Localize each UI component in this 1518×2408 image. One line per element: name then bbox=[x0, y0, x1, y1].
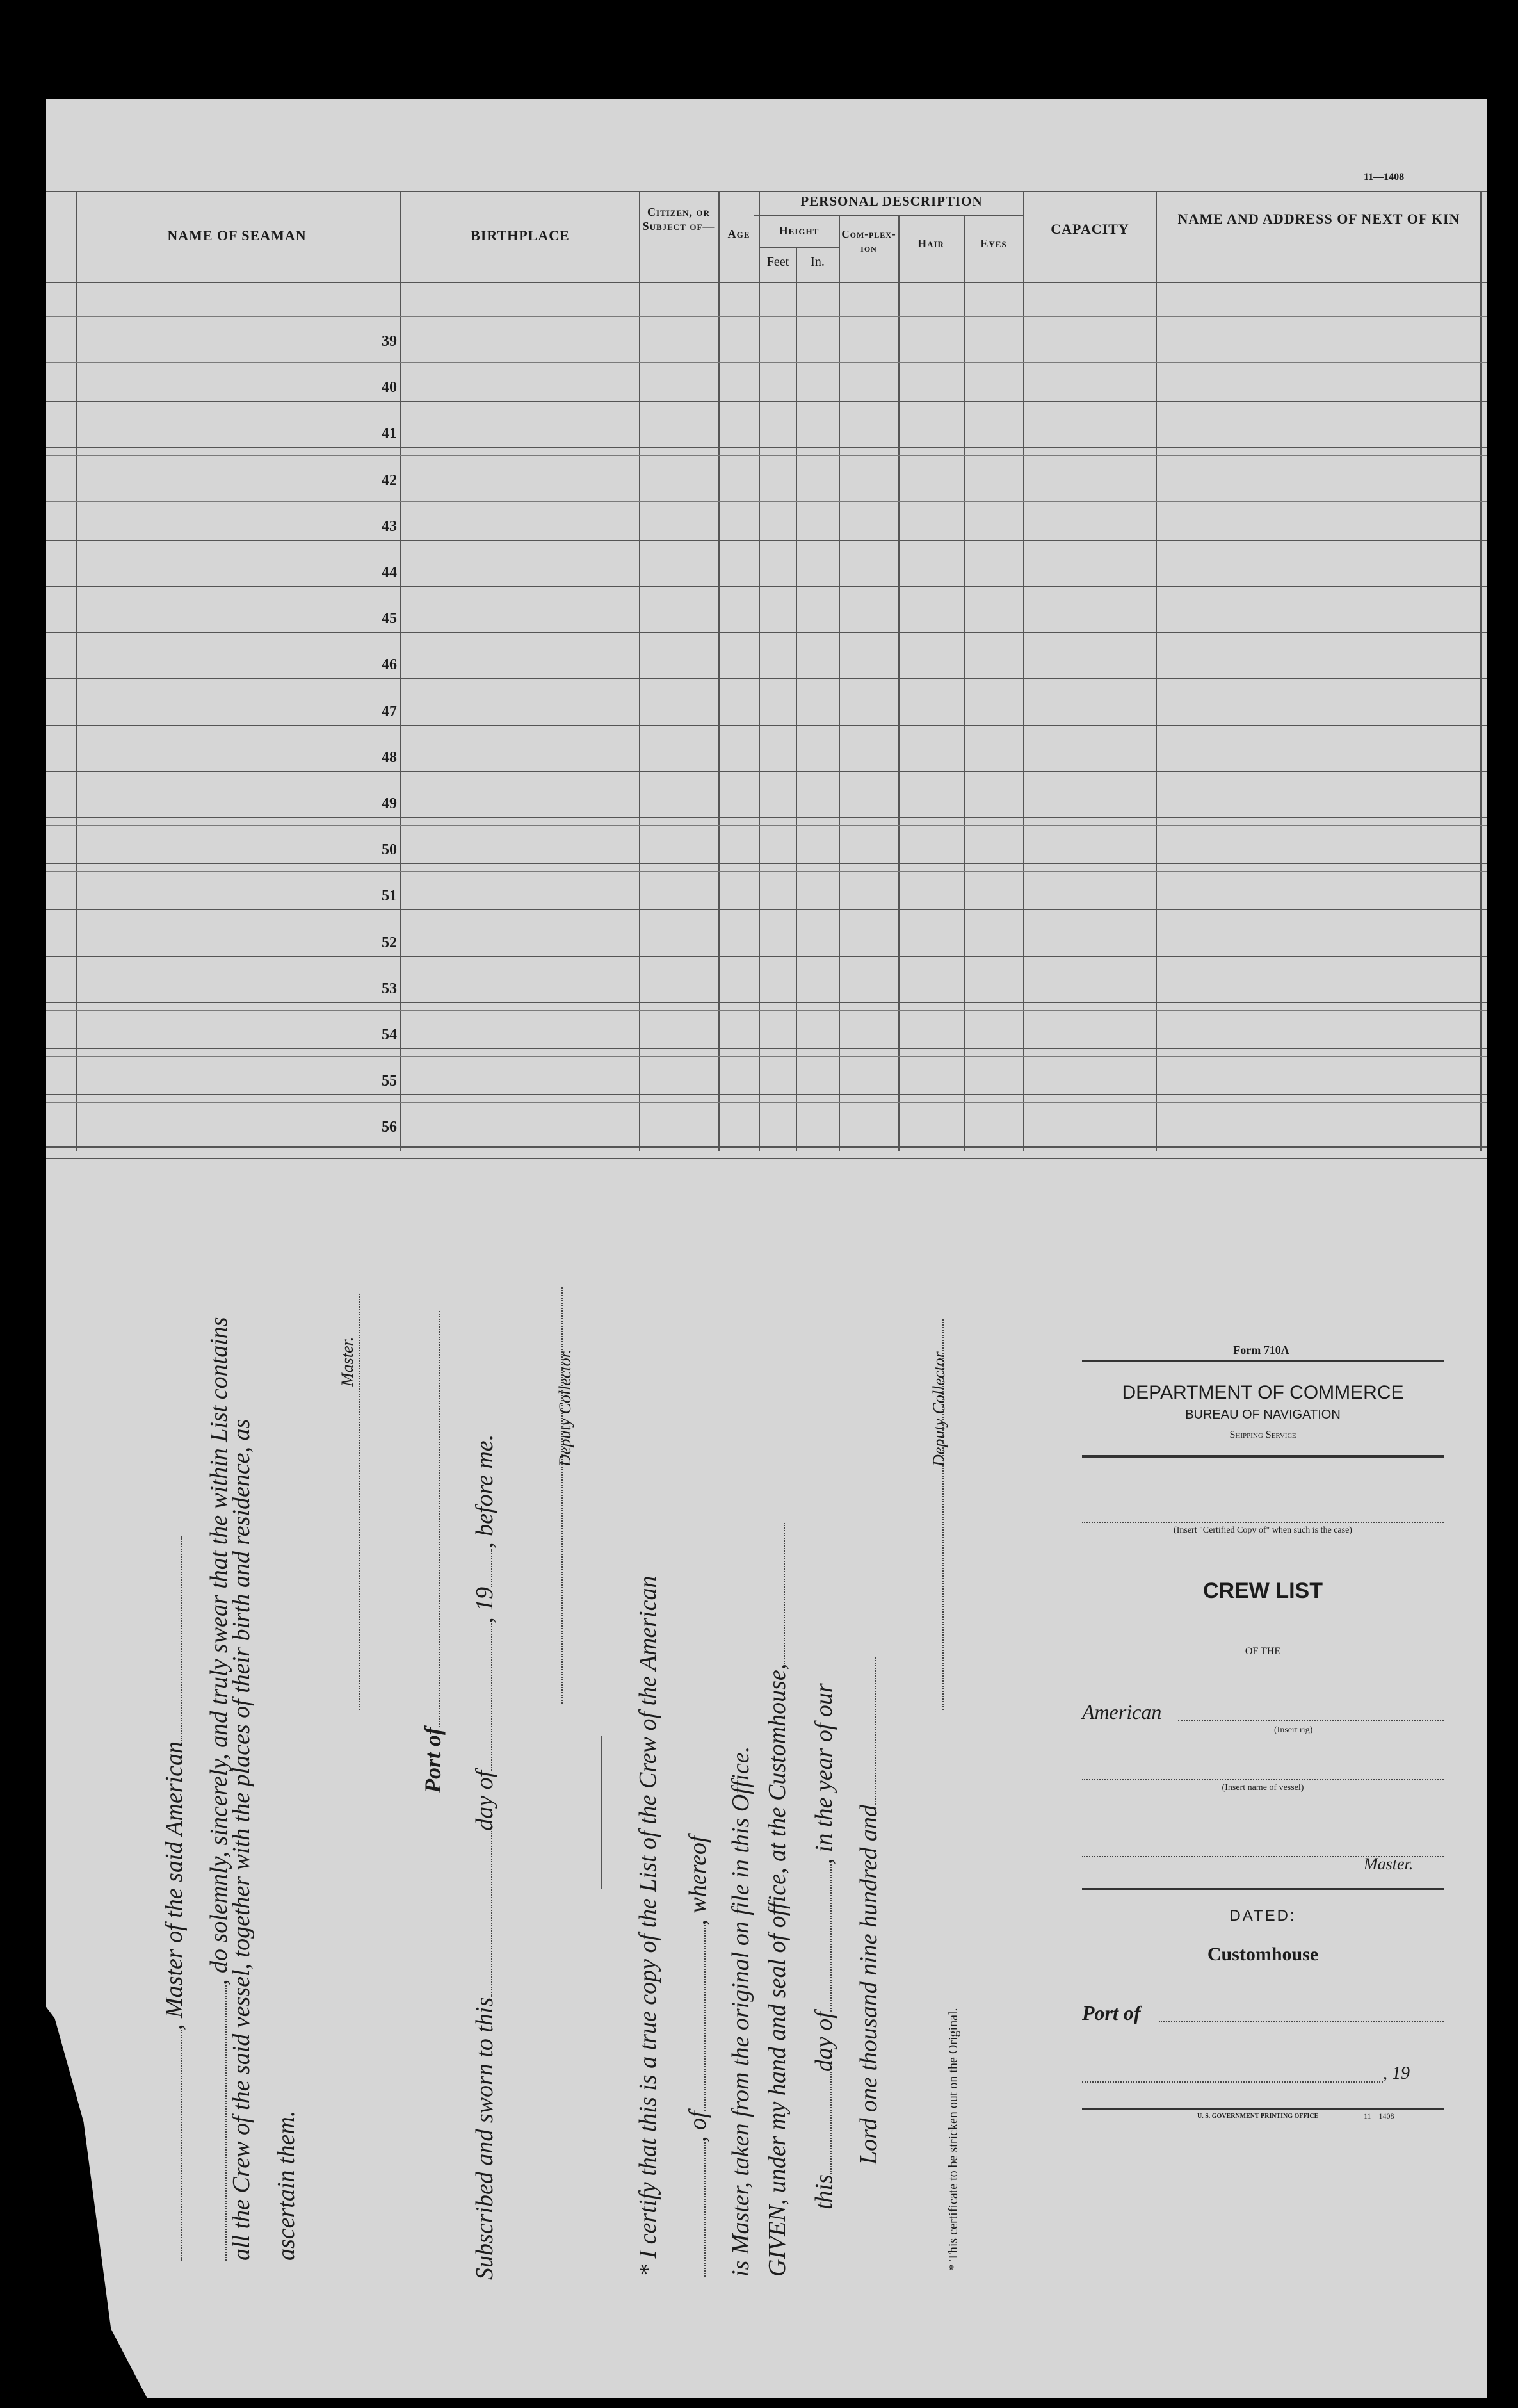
height-rule bbox=[759, 247, 839, 248]
table-row bbox=[46, 956, 1487, 957]
vessel-line bbox=[1082, 1779, 1444, 1780]
header-hair: Hair bbox=[917, 237, 944, 250]
header-name-of-seaman: NAME OF SEAMAN bbox=[167, 227, 307, 243]
row-number: 50 bbox=[382, 842, 397, 858]
port-of-cover: Port of bbox=[1082, 2001, 1141, 2024]
oath-line-1: , Master of the said American bbox=[160, 1536, 188, 2261]
row-number: 45 bbox=[382, 610, 397, 627]
cover-code: 11—1408 bbox=[1364, 2111, 1394, 2120]
cover-19: , 19 bbox=[1383, 2063, 1410, 2083]
table-bottom-rule bbox=[46, 1146, 1487, 1148]
cover-rule-3 bbox=[1082, 1888, 1444, 1890]
row-number: 54 bbox=[382, 1027, 397, 1043]
table-row bbox=[46, 1048, 1487, 1049]
table-row bbox=[46, 540, 1487, 541]
row-number: 56 bbox=[382, 1119, 397, 1135]
printer: U. S. GOVERNMENT PRINTING OFFICE bbox=[1197, 2113, 1319, 2120]
row-number: 53 bbox=[382, 980, 397, 997]
certified-line bbox=[1082, 1522, 1444, 1523]
table-row bbox=[46, 586, 1487, 587]
row-subrule bbox=[46, 1056, 1487, 1057]
row-number: 46 bbox=[382, 656, 397, 673]
port-line bbox=[1159, 2021, 1444, 2022]
cover-master: Master. bbox=[1364, 1855, 1414, 1873]
header-age: Age bbox=[727, 227, 750, 240]
table-top-rule bbox=[46, 191, 1487, 192]
certificate-footnote: * This certificate to be stricken out on the Original. bbox=[946, 2008, 960, 2270]
service: Shipping Service bbox=[1229, 1429, 1296, 1440]
row-subrule bbox=[46, 1102, 1487, 1103]
header-next-of-kin: NAME AND ADDRESS OF NEXT OF KIN bbox=[1177, 211, 1460, 227]
table-row bbox=[46, 678, 1487, 679]
cover-bottom-rule bbox=[1082, 2108, 1444, 2110]
row-number: 47 bbox=[382, 703, 397, 720]
form-number: Form 710A bbox=[1233, 1344, 1289, 1356]
insert-vessel: (Insert name of vessel) bbox=[1222, 1783, 1304, 1793]
table-row bbox=[46, 863, 1487, 864]
oath-line-4: ascertain them. bbox=[273, 2110, 300, 2261]
row-subrule bbox=[46, 455, 1487, 456]
row-number: 40 bbox=[382, 379, 397, 396]
subscribed-line: Subscribed and sworn to thisday of, 19, before me. bbox=[471, 1434, 498, 2280]
table-row bbox=[46, 632, 1487, 633]
col-rule bbox=[400, 191, 401, 1151]
row-number: 42 bbox=[382, 472, 397, 489]
row-number: 55 bbox=[382, 1073, 397, 1089]
row-number: 49 bbox=[382, 795, 397, 812]
row-number: 44 bbox=[382, 564, 397, 581]
personal-desc-rule bbox=[754, 215, 1023, 216]
oath-line-2: , do solemnly, sincerely, and truly swear that the within List contains bbox=[205, 1317, 233, 2261]
col-rule bbox=[1480, 191, 1482, 1151]
table-row bbox=[46, 447, 1487, 448]
master-label: Master. bbox=[338, 1337, 357, 1387]
of-the: OF THE bbox=[1245, 1646, 1281, 1657]
table-row bbox=[46, 817, 1487, 818]
table-row bbox=[46, 725, 1487, 726]
table-row bbox=[46, 1002, 1487, 1003]
bureau: BUREAU OF NAVIGATION bbox=[1185, 1408, 1341, 1422]
table-row bbox=[46, 401, 1487, 402]
row-subrule bbox=[46, 871, 1487, 872]
row-number: 51 bbox=[382, 888, 397, 904]
seal-rule bbox=[601, 1736, 602, 1889]
header-capacity: CAPACITY bbox=[1051, 221, 1129, 237]
customhouse-label: Customhouse bbox=[1207, 1944, 1319, 1965]
certificate-line-6: Lord one thousand nine hundred and bbox=[855, 1657, 883, 2165]
table-row bbox=[46, 771, 1487, 772]
header-citizen: Citizen, or Subject of— bbox=[642, 206, 715, 232]
deputy-collector-2: Deputy Collector bbox=[930, 1351, 948, 1467]
certificate-line-3: is Master, taken from the original on file in this Office. bbox=[727, 1746, 754, 2277]
table-row bbox=[46, 909, 1487, 910]
row-subrule bbox=[46, 316, 1487, 317]
row-number: 41 bbox=[382, 425, 397, 442]
col-rule bbox=[639, 191, 640, 1151]
american-label: American bbox=[1082, 1700, 1162, 1723]
cover-rule-2 bbox=[1082, 1455, 1444, 1458]
row-number: 48 bbox=[382, 749, 397, 766]
crew-list-title: CREW LIST bbox=[1203, 1579, 1323, 1603]
col-rule bbox=[1023, 191, 1024, 1151]
certificate-line-2: , of, whereof bbox=[684, 1835, 712, 2277]
row-subrule bbox=[46, 362, 1487, 363]
cover-top-rule bbox=[1082, 1360, 1444, 1362]
table-header-rule bbox=[46, 282, 1487, 283]
col-rule bbox=[718, 191, 720, 1151]
header-eyes: Eyes bbox=[980, 237, 1007, 250]
row-number: 43 bbox=[382, 518, 397, 535]
col-rule bbox=[76, 191, 77, 1151]
row-subrule bbox=[46, 1010, 1487, 1011]
date-line bbox=[1082, 2081, 1383, 2083]
certificate-line-4: GIVEN, under my hand and seal of office, at the Customhouse, bbox=[763, 1523, 791, 2277]
col-rule bbox=[1156, 191, 1157, 1151]
deputy-collector-1: Deputy Collector. bbox=[556, 1349, 574, 1467]
row-subrule bbox=[46, 825, 1487, 826]
header-feet: Feet bbox=[766, 255, 789, 269]
oath-line-3: all the Crew of the said vessel, together with the places of their birth and residence, as bbox=[228, 1419, 255, 2261]
header-birthplace: BIRTHPLACE bbox=[471, 227, 570, 243]
certificate-line-1: * I certify that this is a true copy of the List of the Crew of the American bbox=[634, 1575, 661, 2277]
insert-rig: (Insert rig) bbox=[1274, 1725, 1313, 1735]
col-rule bbox=[796, 247, 797, 1151]
table-bottom-rule-2 bbox=[46, 1158, 1487, 1159]
header-complexion: Com-plex-ion bbox=[841, 228, 896, 254]
header-height: Height bbox=[779, 224, 820, 237]
table-row bbox=[46, 1094, 1487, 1095]
insert-certified: (Insert "Certified Copy of" when such is the case) bbox=[1174, 1525, 1352, 1535]
header-in: In. bbox=[811, 255, 825, 269]
port-of-label: Port of bbox=[419, 1311, 446, 1793]
rig-line bbox=[1178, 1720, 1444, 1721]
form-code-top: 11—1408 bbox=[1364, 172, 1405, 183]
row-subrule bbox=[46, 501, 1487, 502]
header-personal-description: PERSONAL DESCRIPTION bbox=[800, 193, 983, 209]
certificate-line-5: thisday of, in the year of our bbox=[811, 1683, 837, 2209]
dated-label: DATED: bbox=[1229, 1907, 1296, 1924]
col-rule bbox=[759, 191, 760, 1151]
row-number: 52 bbox=[382, 934, 397, 951]
department: DEPARTMENT OF COMMERCE bbox=[1122, 1382, 1404, 1403]
row-number: 39 bbox=[382, 333, 397, 350]
